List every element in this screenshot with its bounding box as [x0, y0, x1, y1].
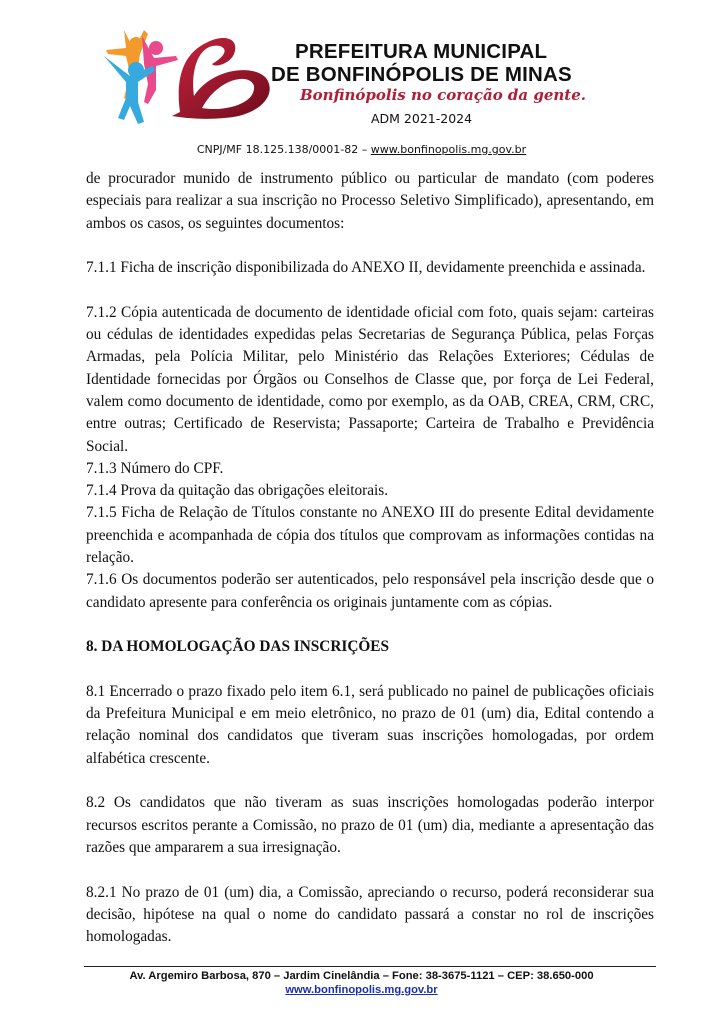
- paragraph-7-1-5: 7.1.5 Ficha de Relação de Títulos constante no ANEXO III do presente Edital devidamente preenchida e acompanhada de cópia dos títulos que comprovam as informações contidas na relação.: [86, 504, 654, 567]
- paragraph-8-2-1: 8.2.1 No prazo de 01 (um) dia, a Comissão, apreciando o recurso, poderá reconsiderar sua decisão, hipótese na qual o nome do candidato passará a constar no rol de inscrições homologadas.: [86, 883, 654, 946]
- municipality-logo-icon: [84, 24, 280, 128]
- cnpj-line: [0, 143, 723, 156]
- cnpj-text: CNPJ/MF 18.125.138/0001-82 –: [196, 143, 371, 156]
- letterhead: [0, 0, 723, 160]
- paragraph-7-1-3: 7.1.3 Número do CPF.: [86, 459, 224, 477]
- header-title-line2: DE BONFINÓPOLIS DE MINAS: [271, 63, 572, 86]
- footer-divider: [84, 966, 656, 967]
- header-tagline: Bonfinópolis no coração da gente.: [300, 86, 586, 104]
- administration-period: ADM 2021-2024: [371, 111, 473, 126]
- paragraph-intro: de procurador munido de instrumento público ou particular de mandato (com poderes especiais para realizar a sua inscrição no Processo Seletivo Simplificado), apresentando, em ambos os casos, os seguintes documentos:: [86, 170, 654, 232]
- paragraph-8-2: 8.2 Os candidatos que não tiveram as suas inscrições homologadas poderão interpor recursos escritos perante a Comissão, no prazo de 01 (um) dia, mediante a apresentação das razões que ampararem a sua irresignação.: [86, 794, 654, 856]
- paragraph-8-1: 8.1 Encerrado o prazo fixado pelo item 6.1, será publicado no painel de publicações oficiais da Prefeitura Municipal e em meio eletrônico, no prazo de 01 (um) dia, Edital contendo a relação nominal dos candidatos que tiveram suas inscrições homologadas, por ordem alfabética crescente.: [86, 682, 654, 767]
- paragraph-7-1-6: 7.1.6 Os documentos poderão ser autenticados, pelo responsável pela inscrição desde que o candidato apresente para conferência os originais juntamente com as cópias.: [86, 571, 654, 611]
- heart-swoosh-icon: [172, 38, 270, 119]
- header-website-link[interactable]: www.bonfinopolis.mg.gov.br: [370, 143, 527, 156]
- footer-website-link[interactable]: www.bonfinopolis.mg.gov.br: [285, 984, 438, 996]
- section-heading: 8. DA HOMOLOGAÇÃO DAS INSCRIÇÕES: [86, 638, 390, 656]
- paragraph-7-1-4: 7.1.4 Prova da quitação das obrigações eleitorais.: [86, 482, 389, 500]
- paragraph-7-1-2: 7.1.2 Cópia autenticada de documento de identidade oficial com foto, quais sejam: carteiras ou cédulas de identidades expedidas pelas Secretarias de Segurança Pública, pelas Forças Armadas, pela Polícia Militar, pelo Ministério das Relações Exteriores; Cédulas de Identidade fornecidas por Órgãos ou Conselhos de Classe que, por força de Lei Federal, valem como documento de identidade, como por exemplo, as da OAB, CREA, CRM, CRC, entre outras; Certificado de Reservista; Passaporte; Carteira de Trabalho e Previdência Social.: [86, 303, 654, 455]
- footer-address: Av. Argemiro Barbosa, 870 – Jardim Cinelândia – Fone: 38-3675-1121 – CEP: 38.650-000: [129, 970, 594, 982]
- document-body: [86, 168, 654, 948]
- header-title-line1: PREFEITURA MUNICIPAL: [295, 40, 548, 63]
- paragraph-7-1-1: 7.1.1 Ficha de inscrição disponibilizada do ANEXO II, devidamente preenchida e assinada.: [86, 259, 646, 277]
